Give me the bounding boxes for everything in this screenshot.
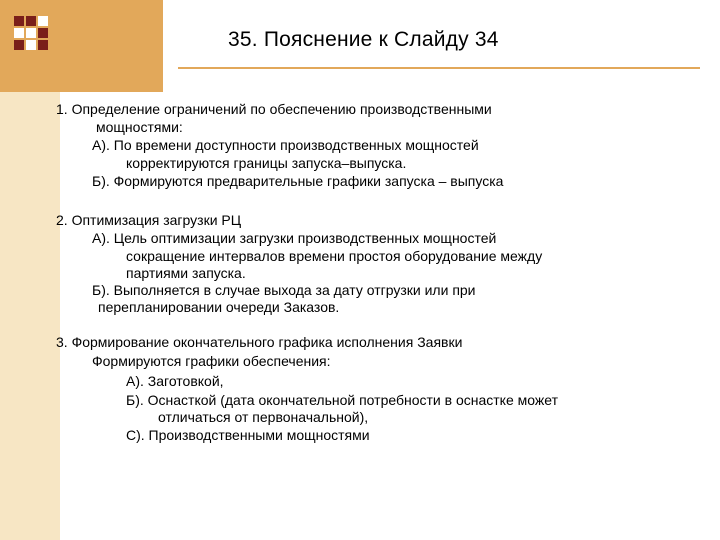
section2-item-a: А). Цель оптимизации загрузки производственных мощностей [92, 230, 497, 246]
section2-item-a-cont2: партиями запуска. [126, 265, 246, 281]
section3-item-a: А). Заготовкой, [126, 373, 224, 389]
section2-heading: 2. Оптимизация загрузки РЦ [56, 212, 242, 228]
section2-item-b: Б). Выполняется в случае выхода за дату отгрузки или при [92, 282, 476, 298]
slide-title: 35. Пояснение к Слайду 34 [228, 28, 499, 51]
section3-item-c: С). Производственными мощностями [126, 427, 370, 443]
logo-squares-icon [14, 16, 50, 52]
section3-heading: 3. Формирование окончательного графика исполнения Заявки [56, 334, 463, 350]
header-accent-block [0, 0, 163, 92]
title-divider [178, 67, 700, 69]
section2-item-b-cont: перепланировании очереди Заказов. [98, 299, 340, 315]
section2-item-a-cont: сокращение интервалов времени простоя оборудование между [126, 248, 543, 264]
section3-item-b: Б). Оснасткой (дата окончательной потребности в оснастке может [126, 392, 558, 408]
section3-sub: Формируются графики обеспечения: [92, 353, 331, 369]
section1-item-a-cont: корректируются границы запуска–выпуска. [126, 155, 407, 171]
section3-item-b-cont: отличаться от первоначальной), [158, 409, 369, 425]
section1-item-b: Б). Формируются предварительные графики запуска – выпуска [92, 173, 504, 189]
section1-heading-cont: мощностями: [96, 119, 183, 135]
section1-item-a: А). По времени доступности производственных мощностей [92, 137, 479, 153]
section1-heading: 1. Определение ограничений по обеспечению производственными [56, 101, 492, 117]
